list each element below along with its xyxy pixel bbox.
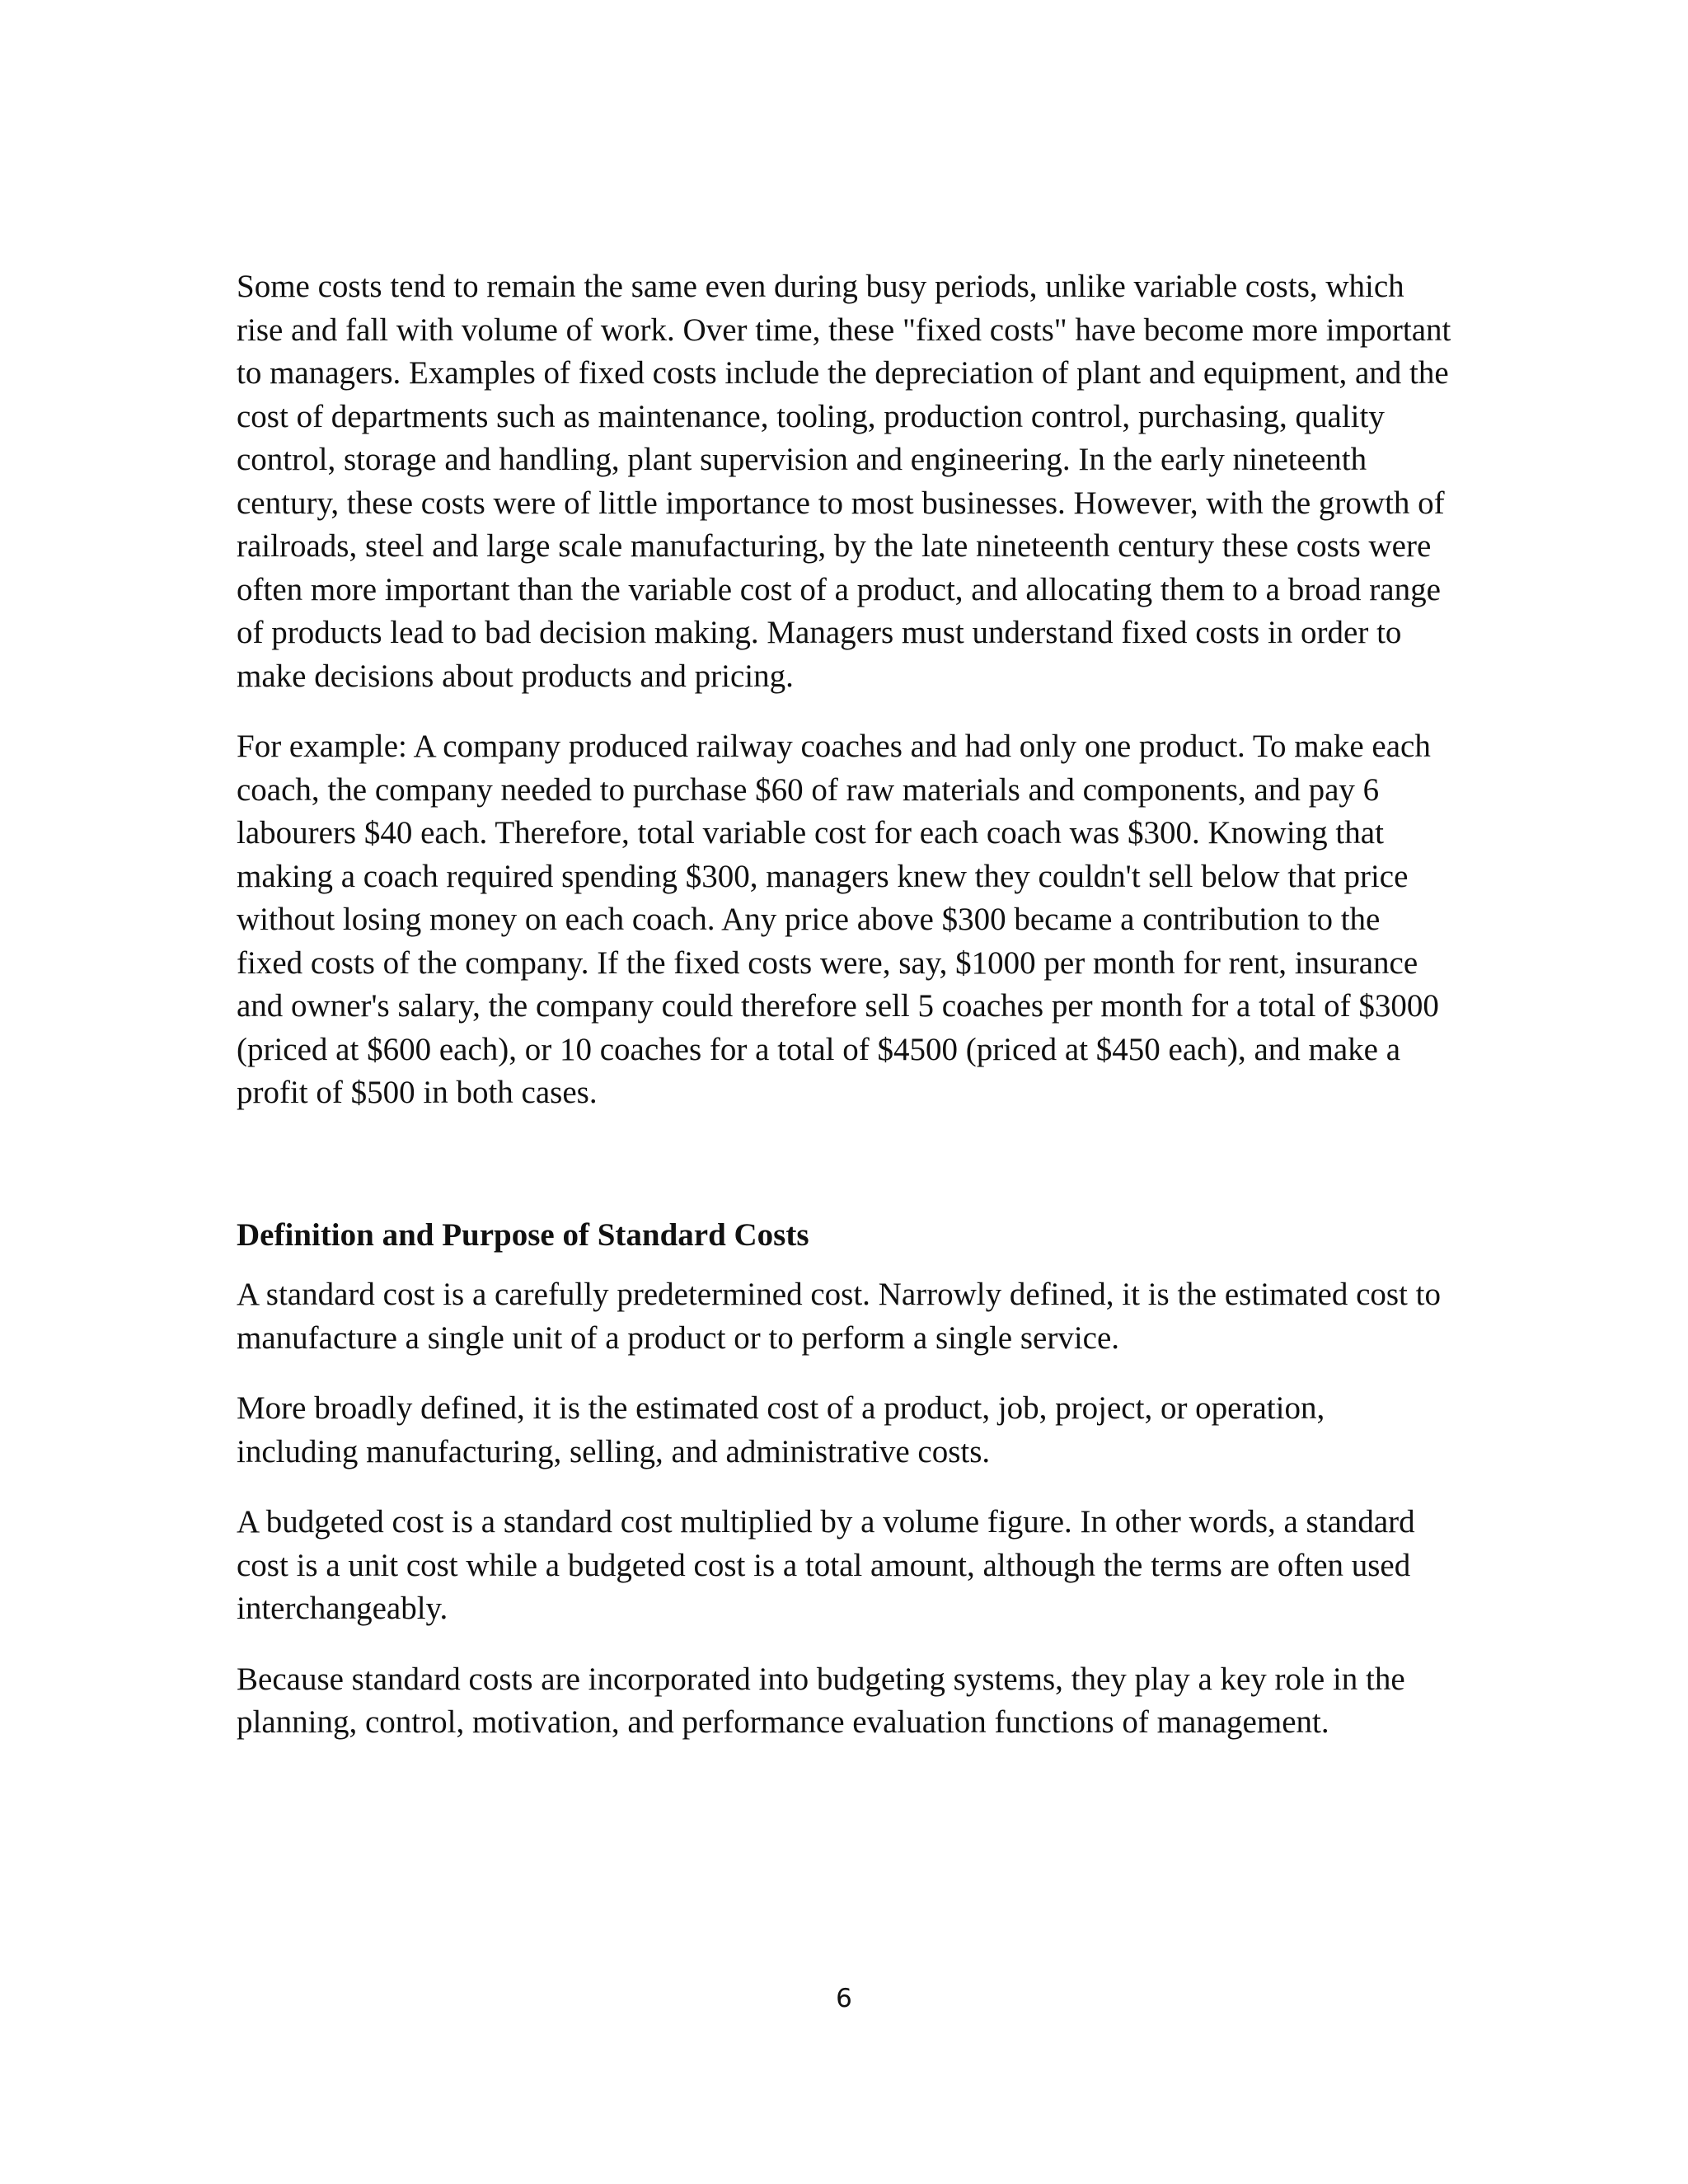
paragraph-fixed-costs [237, 265, 1485, 698]
paragraph-budgeted-cost [237, 1501, 1485, 1631]
paragraph-spacer [237, 1631, 1485, 1658]
text-line: of products lead to bad decision making. Managers must understand fixed costs in order to [237, 615, 1402, 650]
text-line: including manufacturing, selling, and administrative costs. [237, 1433, 991, 1469]
paragraph-broad-definition [237, 1387, 1485, 1474]
text-line: to managers. Examples of fixed costs include the depreciation of plant and equipment, and the [237, 355, 1449, 391]
page-number: 6 [836, 1984, 852, 2013]
text-line: For example: A company produced railway coaches and had only one product. To make each [237, 729, 1431, 764]
text-line: control, storage and handling, plant supervision and engineering. In the early nineteenth [237, 442, 1367, 477]
text-line: cost of departments such as maintenance, tooling, production control, purchasing, quality [237, 398, 1385, 434]
text-line: A standard cost is a carefully predetermined cost. Narrowly defined, it is the estimated cost to [237, 1277, 1441, 1312]
section-heading: Definition and Purpose of Standard Costs [237, 1216, 809, 1253]
text-line: planning, control, motivation, and performance evaluation functions of management. [237, 1704, 1329, 1740]
text-line: A budgeted cost is a standard cost multiplied by a volume figure. In other words, a standard [237, 1504, 1415, 1540]
section-spacer [237, 1115, 1485, 1214]
text-line: often more important than the variable cost of a product, and allocating them to a broad range [237, 571, 1441, 607]
paragraph-spacer [237, 1360, 1485, 1387]
paragraph-spacer [237, 1474, 1485, 1501]
text-line: (priced at $600 each), or 10 coaches for a total of $4500 (priced at $450 each), and make a [237, 1031, 1401, 1067]
text-line: making a coach required spending $300, managers knew they couldn't sell below that price [237, 858, 1409, 894]
paragraph-role-of-standard-costs [237, 1658, 1485, 1745]
text-line: labourers $40 each. Therefore, total variable cost for each coach was $300. Knowing that [237, 815, 1384, 851]
text-line: railroads, steel and large scale manufacturing, by the late nineteenth century these costs were [237, 528, 1432, 564]
text-line: fixed costs of the company. If the fixed costs were, say, $1000 per month for rent, insurance [237, 944, 1418, 981]
text-line: manufacture a single unit of a product or to perform a single service. [237, 1319, 1120, 1356]
text-line: make decisions about products and pricing. [237, 658, 794, 694]
text-line: interchangeably. [237, 1591, 448, 1626]
paragraph-standard-cost-definition [237, 1273, 1485, 1360]
text-line: Some costs tend to remain the same even during busy periods, unlike variable costs, which [237, 269, 1404, 304]
text-line: and owner's salary, the company could therefore sell 5 coaches per month for a total of $3000 [237, 988, 1439, 1024]
text-line: More broadly defined, it is the estimated cost of a product, job, project, or operation, [237, 1390, 1325, 1426]
text-line: without losing money on each coach. Any price above $300 became a contribution to the [237, 902, 1381, 937]
paragraph-example [237, 725, 1485, 1115]
text-line: coach, the company needed to purchase $60 of raw materials and components, and pay 6 [237, 771, 1380, 808]
text-line: Because standard costs are incorporated into budgeting systems, they play a key role in the [237, 1661, 1405, 1697]
text-line: rise and fall with volume of work. Over time, these "fixed costs" have become more important [237, 312, 1451, 348]
page-content [237, 265, 1485, 1745]
text-line: cost is a unit cost while a budgeted cost is a total amount, although the terms are often used [237, 1547, 1411, 1583]
paragraph-spacer [237, 698, 1485, 725]
text-line: profit of $500 in both cases. [237, 1075, 598, 1110]
text-line: century, these costs were of little importance to most businesses. However, with the growth of [237, 485, 1445, 521]
